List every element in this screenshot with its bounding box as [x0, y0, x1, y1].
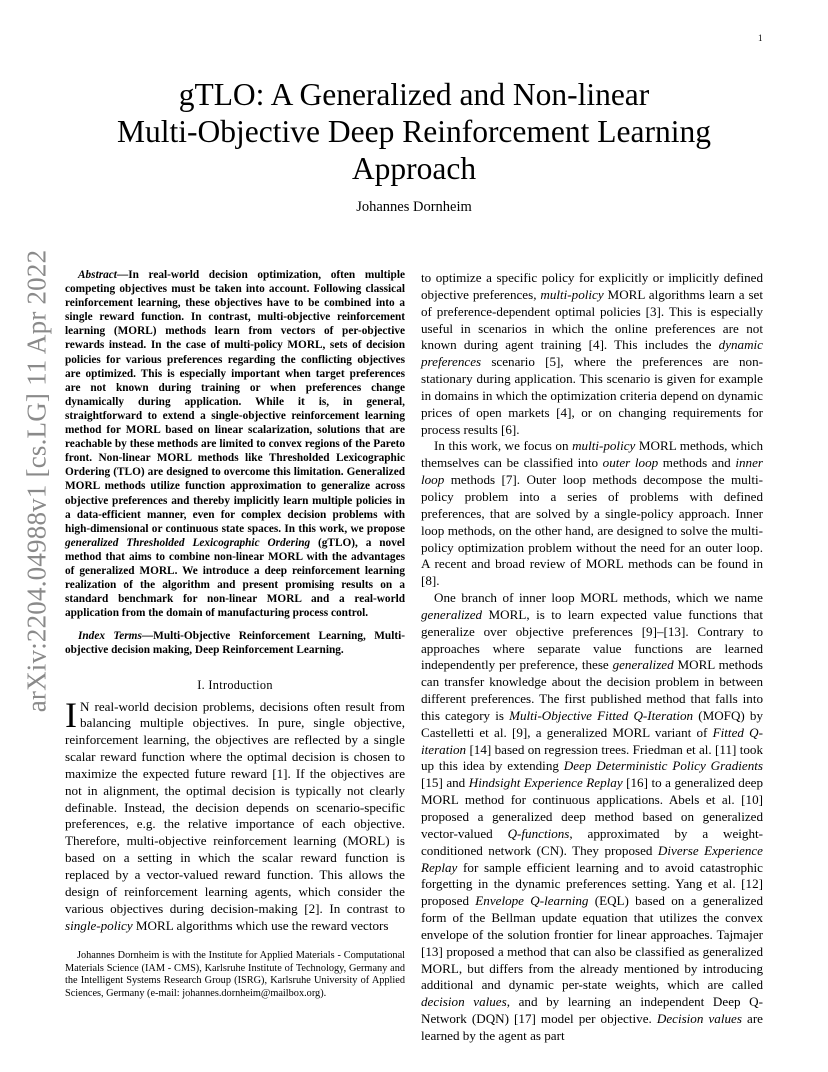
intro-paragraph — [65, 694, 405, 935]
italic-run: dynamic preferences — [421, 337, 763, 370]
italic-run: Fitted Q-iteration — [421, 724, 763, 757]
abstract-italic: generalized Thresholded Lexicographic Ordering — [65, 536, 311, 549]
italic-run: Q-functions — [507, 825, 570, 841]
text-run: [15] and — [421, 775, 469, 791]
text-run: for sample efficient learning and to avoid catastrophic forgetting in the dynamic preferences setting. Yang et al. [12] proposed — [421, 859, 763, 909]
text-run: MORL methods, which themselves can be classified into — [421, 438, 763, 471]
italic-run: Hindsight Experience Replay — [468, 775, 623, 791]
text-run: (MOFQ) by Castelletti et al. [9], a generalized MORL variant of — [421, 707, 763, 740]
intro-tail: MORL algorithms which use the reward vectors — [132, 917, 389, 933]
text-run: to optimize a specific policy for explicitly or implicitly defined objective preferences, — [421, 270, 763, 302]
arxiv-identifier-text: arXiv:2204.04988v1 [cs.LG] 11 Apr 2022 — [21, 249, 52, 712]
italic-run: Diverse Experience Replay — [421, 842, 763, 875]
author-footnote: Johannes Dornheim is with the Institute for Applied Materials - Computational Materials Science (IAM - CMS), Karlsruhe Institute of Technology, Germany and the Intelligent Systems Research Group (ISRG), Karlsruhe University of Applied Sciences, Germany (e-mail: johannes.dornheim@mailbox.org). — [65, 950, 405, 999]
intro-italic: single-policy — [65, 917, 133, 933]
italic-run: inner loop — [421, 455, 763, 488]
text-run: scenario [5], where the preferences are non-stationary during application. This scenario is given for example in domains in which the optimization criteria depend on dynamic prices of open markets [4], or on changing requirements for process results [6]. — [421, 354, 763, 437]
title-line-2: Multi-Objective Deep Reinforcement Learning — [117, 114, 711, 149]
right-paragraph-2 — [421, 438, 763, 590]
italic-run: outer loop — [602, 455, 659, 471]
text-run: MORL methods can transfer knowledge about the decision problem in between different preferences. The first published method that falls into this category is — [421, 657, 763, 723]
italic-run: multi-policy — [572, 438, 636, 454]
right-paragraph-3 — [421, 590, 763, 1045]
abstract — [65, 268, 405, 620]
title-line-3: Approach — [351, 151, 477, 186]
page-number: 1 — [758, 33, 763, 43]
index-terms-label: Index Terms — [78, 630, 142, 643]
italic-run: generalized — [421, 606, 483, 622]
text-run: One branch of inner loop MORL methods, which we name — [434, 590, 763, 606]
italic-run: Deep Deterministic Policy Gradients — [563, 758, 763, 774]
text-run: [16] to a generalized deep MORL method for continuous applications. Abels et al. [10] proposed a generalized deep method based on generalized vector-valued — [421, 775, 764, 841]
index-terms-text: —Multi-Objective Reinforcement Learning, Multi-objective decision making, Deep Reinforcement Learning. — [65, 630, 405, 657]
abstract-text: —In real-world decision optimization, often multiple competing objectives must be taken into account. Following classical reinforcement learning, these objectives have to be combined into a single reward function. In contrast, multi-objective reinforcement learning (MORL) methods learn from vectors of per-objective rewards instead. In the case of multi-policy MORL, sets of decision policies for various preferences regarding the conflicting objectives are optimized. This is especially important when target preferences are not known during training or when preferences change dynamically during application. While it is, in general, straightforward to extend a single-objective reinforcement learning method for MORL based on linear scalarization, solutions that are reachable by these methods are limited to convex regions of the Pareto front. Non-linear MORL methods like Thresholded Lexicographic Ordering (TLO) are designed to overcome this limitation. Generalized MORL methods utilize function approximation to generalize across objective preferences and thereby implicitly learn multiple policies in a data-efficient manner, even for complex decision problems with high-dimensional or continuous state spaces. In this work, we propose — [65, 269, 405, 535]
author-name: Johannes Dornheim — [356, 199, 472, 215]
text-run: methods [7]. Outer loop methods decompose the multi-policy problem into a series of problems with defined preferences, that are solved by a single-policy approach. Inner loop methods, on the other hand, are designed to solve the multi-policy optimization problem without the need for an outer loop. A recent and broad review of MORL methods can be found in [8]. — [421, 472, 763, 589]
text-run: methods and — [658, 455, 736, 471]
text-run: , and by learning an independent Deep Q-Network (DQN) [17] model per objective. — [421, 994, 763, 1027]
italic-run: Envelope Q-learning — [475, 893, 589, 909]
italic-run: multi-policy — [540, 286, 604, 302]
section-heading: I. Introduction — [197, 677, 273, 692]
intro-text: N real-world decision problems, decisions often result from balancing multiple objectives. In pure, single objective, reinforcement learning, the objectives are reflected by a single scalar reward function where the optimal decision is chosen to maximize the expected future reward [1]. If the objectives are not in alignment, the optimal decision is typically not clearly definable. Instead, the decision depends on scenario-specific preferences, e.g. the relative importance of each objective. Therefore, multi-objective reinforcement learning (MORL) is based on a setting in which the scalar reward function is replaced by a vector-valued reward function. This allows the design of reinforcement learning agents, which consider the various objectives during decision-making [2]. In contrast to — [65, 698, 405, 916]
paper-title — [70, 76, 758, 187]
italic-run: Multi-Objective Fitted Q-Iteration — [509, 707, 694, 723]
text-run: [14] based on regression trees. Friedman et al. [11] took up this idea by extending — [421, 741, 763, 774]
arxiv-identifier[interactable] — [21, 249, 52, 712]
right-column — [421, 270, 763, 1045]
italic-run: Decision values — [656, 1011, 742, 1027]
text-run: (EQL) based on a generalized form of the Bellman update equation that utilizes the convex envelope of the solution frontier for linear approaches. Tajmajer [13] proposed a method that can also be classified as generalized MORL, but differs from the already mentioned by introducing additional and dynamic per-state weights, which are called — [421, 893, 764, 993]
text-run: MORL algorithms learn a set of preference-dependent optimal policies [3]. This is especially useful in scenarios in which the online preferences are not known during agent training [4]. This includes the — [421, 286, 763, 353]
drop-cap: I — [65, 694, 77, 735]
abstract-label: Abstract — [78, 269, 117, 281]
italic-run: generalized — [612, 657, 674, 673]
right-paragraph-1 — [421, 270, 763, 438]
text-run: MORL, is to learn expected value functions that generalize over objective preferences [9]–[13]. Contrary to approaches where separate value functions are learned independently per preference, these — [421, 606, 763, 673]
text-run: , approximated by a weight-conditioned network (CN). They proposed — [421, 825, 763, 858]
italic-run: decision values — [421, 994, 507, 1010]
text-run: are learned by the agent as part — [421, 1011, 763, 1043]
title-line-1: gTLO: A Generalized and Non-linear — [178, 77, 650, 112]
text-run: In this work, we focus on — [434, 438, 573, 454]
index-terms — [65, 629, 405, 657]
abstract-tail: (gTLO), a novel method that aims to combine non-linear MORL with the advantages of generalized MORL. We introduce a deep reinforcement learning realization of the algorithm and present promising results on a standard benchmark for non-linear MORL and a real-world application from the domain of manufacturing process control. — [65, 536, 405, 620]
left-column — [65, 268, 405, 934]
